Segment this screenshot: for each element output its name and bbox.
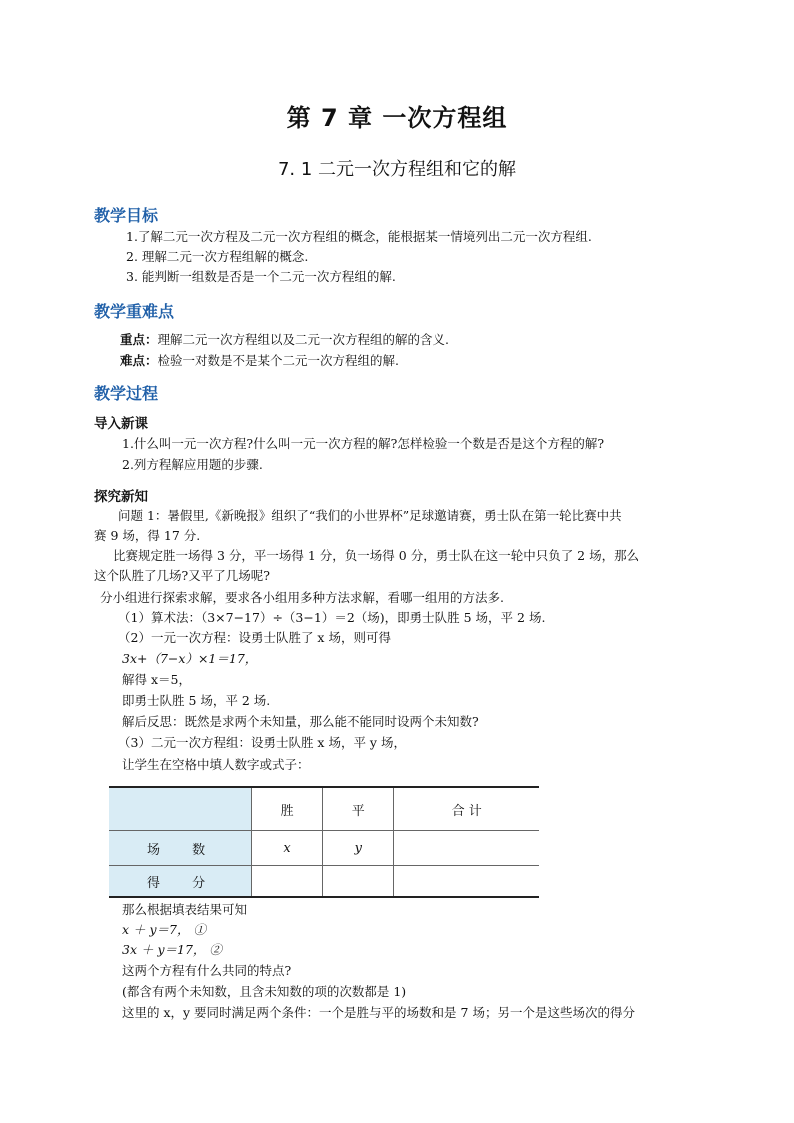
table-row	[109, 831, 539, 866]
table-cell	[394, 831, 539, 866]
table-cell	[394, 866, 539, 898]
table-cell: y	[323, 831, 394, 866]
process-heading: 教学过程	[94, 384, 159, 403]
equation-2-line: 3x ＋ y＝17， ②	[122, 942, 222, 957]
table-cell	[252, 866, 323, 898]
intro-item-2: 2.列方程解应用题的步骤.	[122, 457, 263, 472]
rule-line-2: 这个队胜了几场?又平了几场呢?	[94, 568, 270, 583]
chapter-title: 第 7 章 一次方程组	[286, 104, 508, 132]
table-row	[109, 866, 539, 898]
table-cell: x	[252, 831, 323, 866]
table-header-cell: 合 计	[394, 787, 539, 831]
equation-line: 3x+（7−x）×1＝17，	[122, 651, 258, 666]
equation-1-line: x ＋ y＝7， ①	[122, 922, 206, 937]
question-line: 这两个方程有什么共同的特点?	[122, 963, 292, 978]
result-line: 即勇士队胜 5 场，平 2 场.	[122, 693, 271, 708]
table-header-cell	[109, 787, 252, 831]
score-table	[109, 786, 539, 898]
rule-line-1: 比赛规定胜一场得 3 分，平一场得 1 分，负一场得 0 分，勇士队在这一轮中只负了 2 场，那么	[113, 548, 640, 563]
goal-item-3: 3. 能判断一组数是否是一个二元一次方程组的解.	[126, 269, 396, 284]
table-header-cell: 平	[323, 787, 394, 831]
table-cell	[323, 866, 394, 898]
key-text: 理解二元一次方程组以及二元一次方程组的解的含义.	[157, 332, 449, 347]
goal-item-1: 1.了解二元一次方程及二元一次方程组的概念，能根据某一情境列出二元一次方程组.	[126, 229, 592, 244]
table-row-header: 场 数	[109, 831, 252, 866]
intro-heading: 导入新课	[94, 416, 148, 432]
intro-item-1: 1.什么叫一元一次方程?什么叫一元一次方程的解?怎样检验一个数是否是这个方程的解?	[122, 436, 605, 451]
method-3-line: （3）二元一次方程组：设勇士队胜 x 场，平 y 场，	[118, 735, 406, 750]
fill-prompt-line: 让学生在空格中填人数字或式子：	[122, 757, 310, 772]
method-1-line: （1）算术法：（3×7−17）÷（3−1）＝2（场)，即勇士队胜 5 场，平 2 场.	[118, 610, 546, 625]
goal-item-2: 2. 理解二元一次方程组解的概念.	[126, 249, 309, 264]
problem-line-2: 赛 9 场，得 17 分.	[94, 528, 201, 543]
conclusion-line: 那么根据填表结果可知	[122, 902, 248, 917]
explore-heading: 探究新知	[94, 489, 148, 505]
table-row-header: 得 分	[109, 866, 252, 898]
table-header-row	[109, 787, 539, 831]
difficulty-label: 难点：	[120, 353, 158, 368]
keypoints-heading: 教学重难点	[94, 302, 175, 321]
table-header-cell: 胜	[252, 787, 323, 831]
group-line: 分小组进行探索求解，要求各小组用多种方法求解，看哪一组用的方法多.	[100, 590, 504, 605]
method-2-line: （2）一元一次方程：设勇士队胜了 x 场，则可得	[118, 630, 391, 645]
solution-line: 解得 x＝5，	[122, 672, 191, 687]
problem-line-1: 问题 1：暑假里,《新晚报》组织了“我们的小世界杯”足球邀请赛，勇士队在第一轮比赛中共	[118, 508, 622, 523]
condition-line: 这里的 x，y 要同时满足两个条件：一个是胜与平的场数和是 7 场；另一个是这些场次的得分	[122, 1005, 635, 1020]
section-title: 7. 1 二元一次方程组和它的解	[277, 159, 517, 180]
key-label: 重点：	[120, 332, 158, 347]
difficulty-text: 检验一对数是不是某个二元一次方程组的解.	[157, 353, 399, 368]
difficulty-point	[120, 353, 399, 369]
goals-heading: 教学目标	[94, 206, 159, 225]
answer-line: (都含有两个未知数，且含未知数的项的次数都是 1)	[122, 984, 407, 999]
key-point	[120, 332, 449, 348]
reflection-line: 解后反思：既然是求两个未知量，那么能不能同时设两个未知数?	[122, 714, 479, 729]
